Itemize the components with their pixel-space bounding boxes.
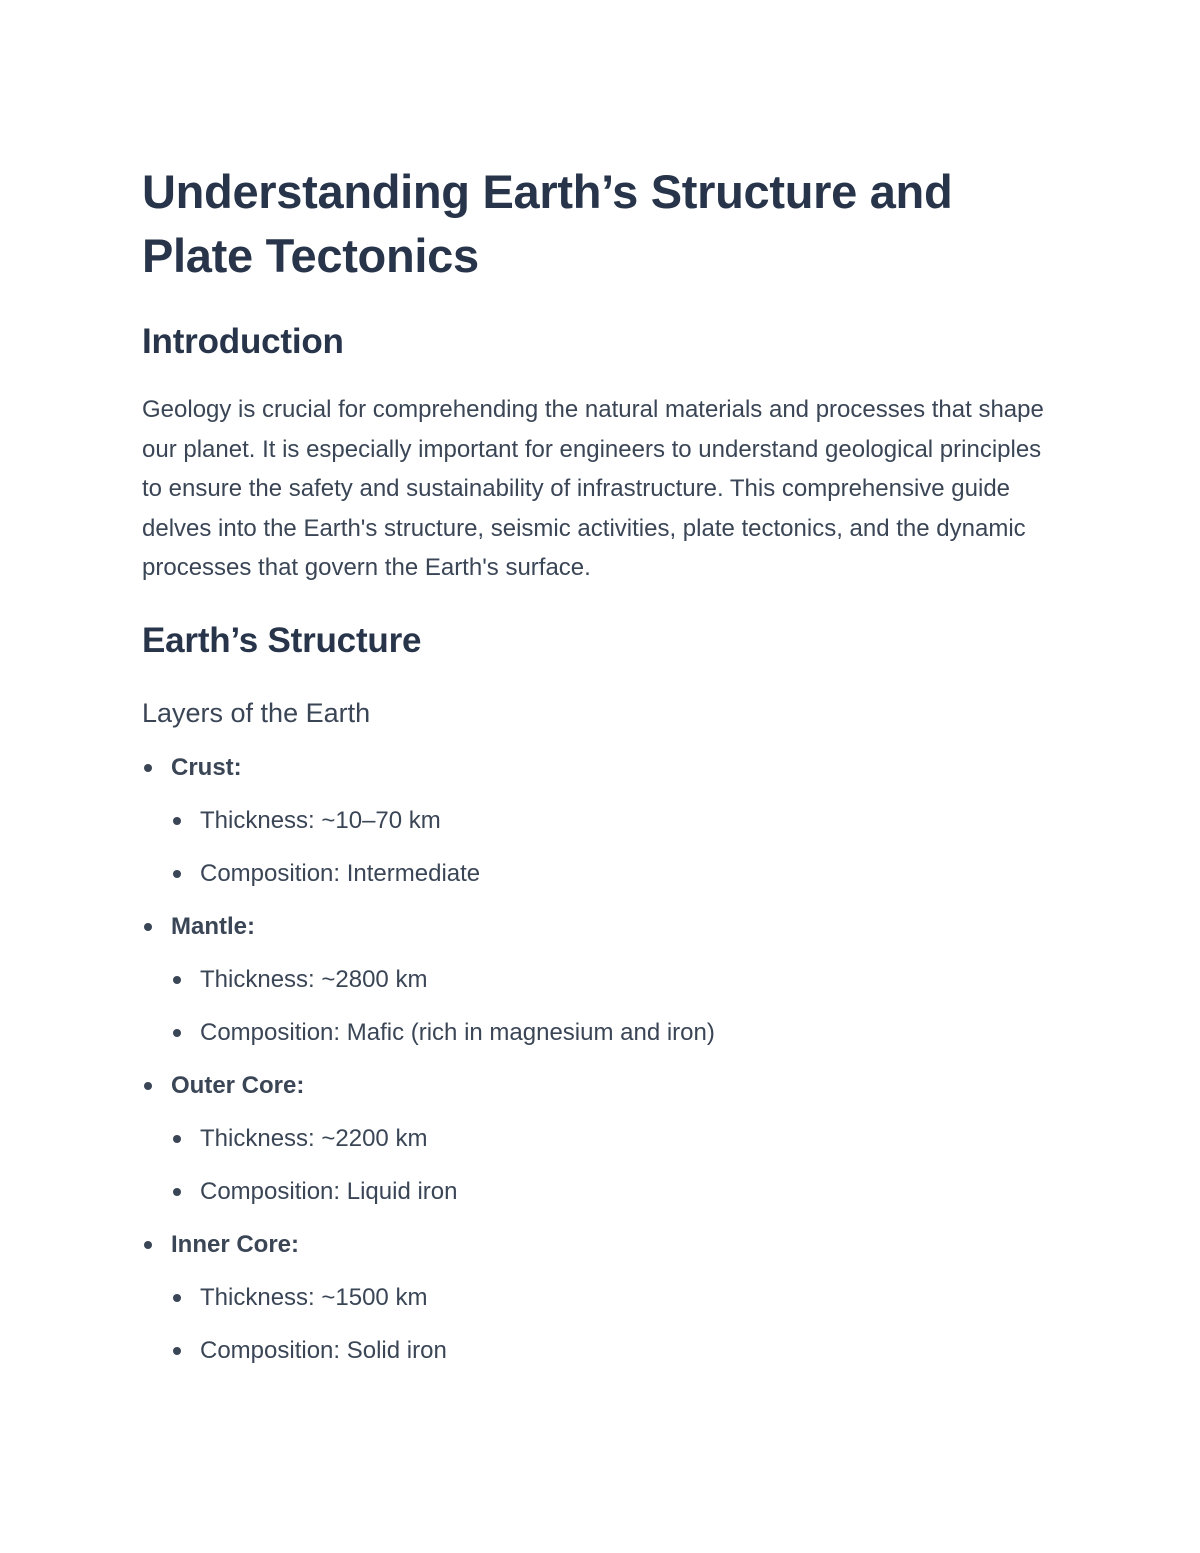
layer-composition-text: Composition: Solid iron [200,1336,447,1364]
layer-item-mantle [142,910,1062,1050]
bullet-icon [173,1188,181,1196]
layer-thickness [171,963,1062,997]
layer-thickness-text: Thickness: ~10–70 km [200,806,441,834]
bullet-icon [173,1135,181,1143]
bullet-icon [173,976,181,984]
bullet-icon [173,1294,181,1302]
layer-thickness [171,1122,1062,1156]
layer-composition-text: Composition: Liquid iron [200,1177,458,1205]
layer-details [171,1281,1062,1368]
document-title: Understanding Earth’s Structure and Plate Tectonics [142,165,953,282]
layer-name: Outer Core: [171,1071,305,1099]
layer-thickness-text: Thickness: ~1500 km [200,1283,428,1311]
layer-thickness-text: Thickness: ~2200 km [200,1124,428,1152]
introduction-paragraph: Geology is crucial for comprehending the natural materials and processes that shape our planet. It is especially important for engineers to understand geological principles to ensure the safety and sustainability of infrastructure. This comprehensive guide delves into the Earth's structure, seismic activities, plate tectonics, and the dynamic processes that govern the Earth's surface. [142,396,1044,582]
earth-structure-heading: Earth’s Structure [142,620,422,660]
layer-details [171,804,1062,891]
layer-item-crust [142,751,1062,891]
bullet-icon [144,764,152,772]
layer-thickness [171,804,1062,838]
layer-thickness-text: Thickness: ~2800 km [200,965,428,993]
layer-composition-text: Composition: Mafic (rich in magnesium and iron) [200,1018,715,1046]
bullet-icon [144,1241,152,1249]
layer-composition [171,857,1062,891]
earth-layers-list [142,751,1062,1368]
layer-name: Inner Core: [171,1230,300,1258]
layer-thickness [171,1281,1062,1315]
bullet-icon [173,870,181,878]
bullet-icon [173,1347,181,1355]
layer-composition [171,1016,1062,1050]
layer-details [171,963,1062,1050]
layer-name: Crust: [171,753,242,781]
layer-composition-text: Composition: Intermediate [200,859,481,887]
bullet-icon [173,817,181,825]
layer-composition [171,1175,1062,1209]
layer-item-outer-core [142,1069,1062,1209]
bullet-icon [144,923,152,931]
layer-name: Mantle: [171,912,255,940]
layer-composition [171,1334,1062,1368]
layer-item-inner-core [142,1228,1062,1368]
document-page [142,160,1062,1387]
bullet-icon [173,1029,181,1037]
layers-subheading: Layers of the Earth [142,697,371,728]
bullet-icon [144,1082,152,1090]
introduction-heading: Introduction [142,322,344,361]
layer-details [171,1122,1062,1209]
